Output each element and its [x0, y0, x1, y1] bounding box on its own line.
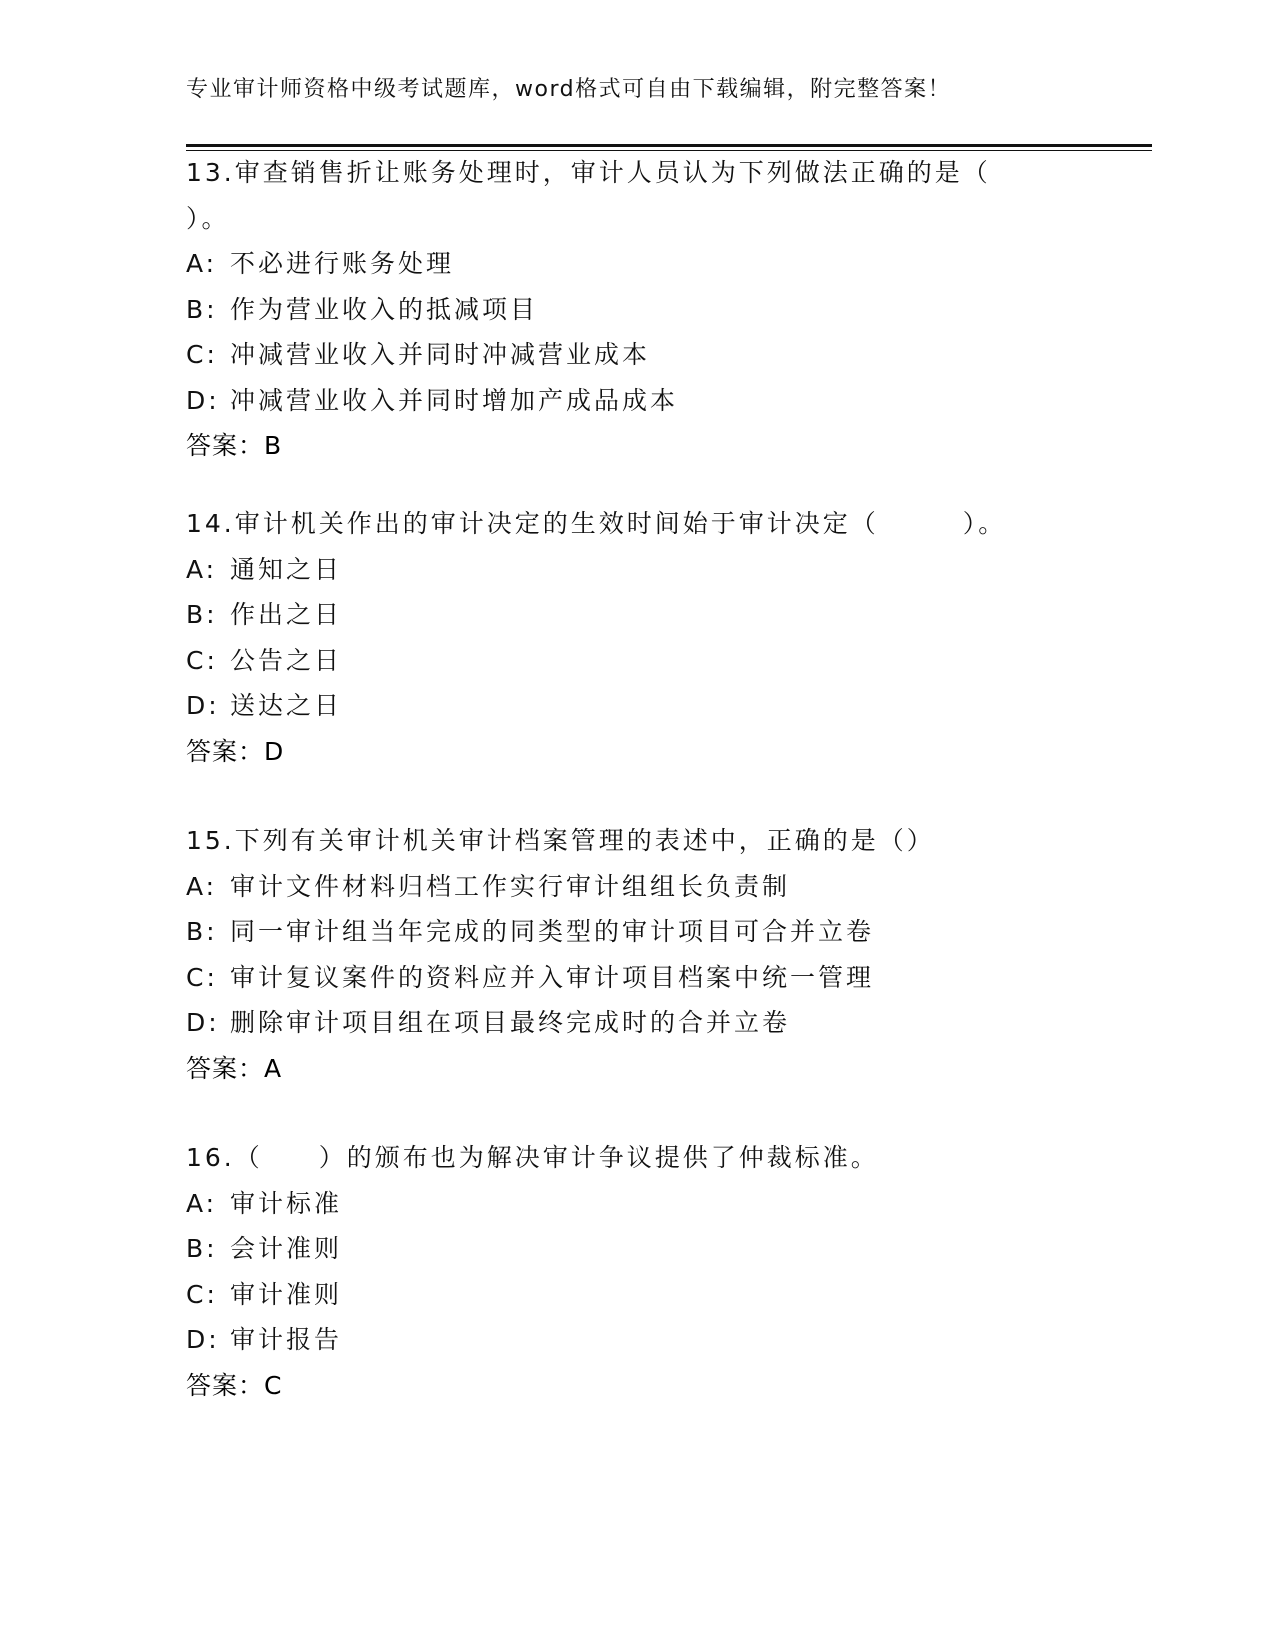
option-text: 删除审计项目组在项目最终完成时的合并立卷 — [230, 1008, 791, 1037]
option-text: 同一审计组当年完成的同类型的审计项目可合并立卷 — [230, 917, 875, 946]
option-text: 审计复议案件的资料应并入审计项目档案中统一管理 — [230, 962, 875, 992]
option-key: C: — [186, 340, 218, 369]
option-key: A: — [186, 1188, 218, 1218]
option-key: C: — [186, 645, 218, 675]
option-d — [186, 683, 1086, 729]
option-b — [186, 592, 1086, 638]
option-text: 不必进行账务处理 — [230, 249, 455, 278]
header-rule-thick — [186, 144, 1152, 147]
question-stem-line: 16.（ ）的颁布也为解决审计争议提供了仲裁标准。 — [186, 1143, 879, 1172]
option-text: 会计准则 — [230, 1234, 343, 1263]
option-d — [186, 1000, 1086, 1046]
option-b — [186, 1226, 1086, 1272]
option-text: 审计准则 — [230, 1279, 343, 1309]
option-key: C: — [186, 1279, 218, 1309]
answer-line: 答案：A — [186, 1053, 283, 1083]
question-14 — [186, 501, 1086, 774]
answer-line: 答案：B — [186, 431, 283, 460]
option-text: 审计报告 — [230, 1325, 343, 1354]
option-key: B: — [186, 1234, 218, 1263]
option-a — [186, 1181, 1086, 1227]
question-stem-line: ）。 — [186, 203, 230, 233]
option-text: 审计文件材料归档工作实行审计组组长负责制 — [230, 871, 791, 901]
option-key: D: — [186, 385, 220, 415]
option-key: A: — [186, 554, 218, 584]
option-c — [186, 1272, 1086, 1318]
option-a — [186, 864, 1086, 910]
page-header: 专业审计师资格中级考试题库，word格式可自由下载编辑，附完整答案！ — [186, 77, 952, 102]
option-key: D: — [186, 691, 220, 720]
option-text: 作为营业收入的抵减项目 — [230, 294, 539, 324]
answer-line: 答案：C — [186, 1370, 283, 1400]
option-c — [186, 332, 1086, 378]
question-16 — [186, 1135, 1086, 1408]
option-key: D: — [186, 1008, 220, 1037]
question-13 — [186, 150, 1086, 469]
answer-line: 答案：D — [186, 736, 285, 766]
option-key: D: — [186, 1325, 220, 1354]
option-b — [186, 287, 1086, 333]
question-stem-line: 14.审计机关作出的审计决定的生效时间始于审计决定（ ）。 — [186, 509, 1007, 538]
option-text: 送达之日 — [230, 691, 343, 720]
option-text: 审计标准 — [230, 1188, 343, 1218]
option-d — [186, 378, 1086, 424]
option-key: B: — [186, 294, 218, 324]
option-a — [186, 241, 1086, 287]
question-15 — [186, 818, 1086, 1091]
option-c — [186, 955, 1086, 1001]
option-key: C: — [186, 962, 218, 992]
option-d — [186, 1317, 1086, 1363]
option-key: A: — [186, 249, 218, 278]
option-text: 冲减营业收入并同时增加产成品成本 — [230, 385, 679, 415]
option-a — [186, 547, 1086, 593]
question-stem-line: 15.下列有关审计机关审计档案管理的表述中，正确的是（） — [186, 826, 935, 855]
option-key: B: — [186, 600, 218, 629]
question-stem-line: 13.审查销售折让账务处理时，审计人员认为下列做法正确的是（ — [186, 158, 991, 187]
option-text: 作出之日 — [230, 600, 343, 629]
option-text: 通知之日 — [230, 554, 343, 584]
option-b — [186, 909, 1086, 955]
option-c — [186, 638, 1086, 684]
option-key: B: — [186, 917, 218, 946]
option-text: 公告之日 — [230, 645, 343, 675]
option-text: 冲减营业收入并同时冲减营业成本 — [230, 340, 651, 369]
option-key: A: — [186, 871, 218, 901]
